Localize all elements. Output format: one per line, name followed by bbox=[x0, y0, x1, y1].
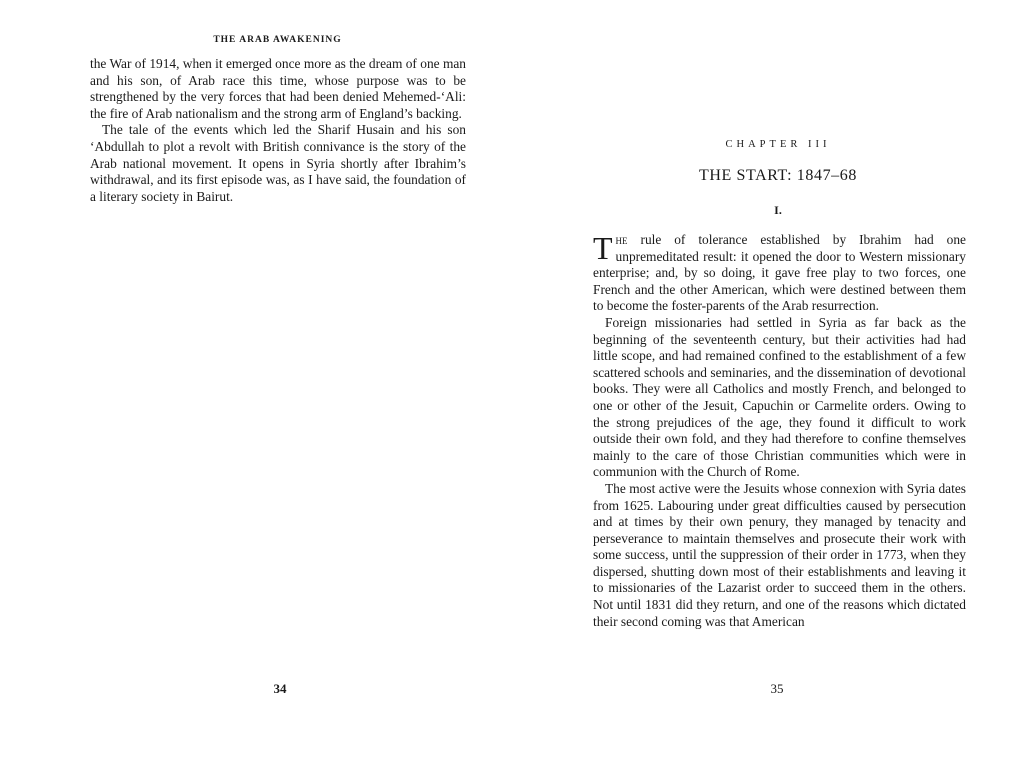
chapter-label: CHAPTER III bbox=[725, 139, 831, 150]
paragraph: The tale of the events which led the Sharif Husain and his son ‘Abdullah to plot a revolt with British connivance is the story of the Arab national movement. It opens in Syria shortly after Ibrahim’s withdrawal, and its first episode was, as I have said, the foundation of a literary society in Bairut. bbox=[90, 122, 466, 204]
drop-cap: T bbox=[593, 230, 613, 266]
chapter-title: THE START: 1847–68 bbox=[699, 167, 857, 184]
running-head: THE ARAB AWAKENING bbox=[213, 35, 342, 45]
page-number: 34 bbox=[273, 681, 287, 696]
section-number: I. bbox=[774, 203, 782, 217]
page-number: 35 bbox=[770, 681, 784, 696]
right-page-text bbox=[593, 232, 966, 630]
paragraph: the War of 1914, when it emerged once more as the dream of one man and his son, of Arab race this time, whose purpose was to be strengthened by the very forces that had been denied Mehemed-‘Ali: the fire of Arab nationalism and the strong arm of England’s backing. bbox=[90, 56, 466, 121]
first-word-small-caps: he bbox=[615, 232, 628, 247]
opening-paragraph-text: rule of tolerance established by Ibrahim had one unpremeditated result: it opened the door to Western missionary enterprise; and, by so doing, it gave free play to two forces, one French and the other American, which were destined between them to become the foster-parents of the Arab resurrection. bbox=[593, 232, 966, 314]
paragraph: The most active were the Jesuits whose connexion with Syria dates from 1625. Labouring under great difficulties caused by persecution and at times by their own penury, they managed by tenacity and perseverance to maintain themselves and prosecute their work with some success, until the suppression of their order in 1773, when they dispersed, shutting down most of their establishments and leaving it to missionaries of the Lazarist order to succeed them in the others. Not until 1831 did they return, and one of the reasons which dictated their second coming was that American bbox=[593, 480, 966, 629]
left-page-text bbox=[90, 56, 466, 205]
right-page bbox=[515, 0, 1030, 766]
paragraph: Foreign missionaries had settled in Syria as far back as the beginning of the seventeenth century, but their activities had had little scope, and had remained confined to the establishment of a few scattered schools and seminaries, and the dissemination of devotional books. They were all Catholics and mostly French, and belonged to one or other of the Jesuit, Capuchin or Carmelite orders. Owing to the strong prejudices of the age, they found it difficult to work outside their own fold, and they had therefore to confine themselves mainly to the care of those Christian communities which were in communion with the Church of Rome. bbox=[593, 314, 966, 480]
opening-paragraph bbox=[593, 232, 966, 315]
